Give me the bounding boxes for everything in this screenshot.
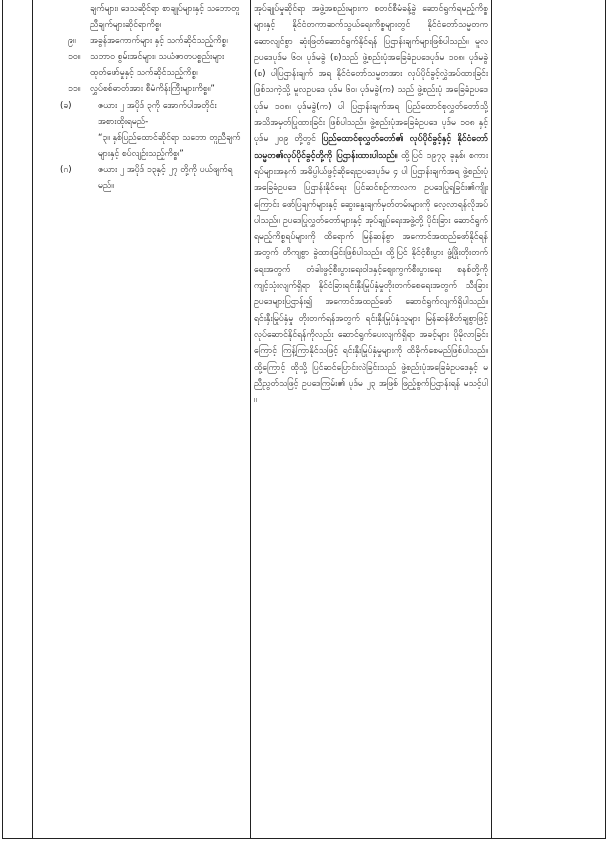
- item-9: [58, 33, 244, 49]
- item-11: [58, 81, 244, 97]
- item-text: လွှပ်စစ်ဓာတ်အား စီမံကိန်းကြီးများကိစ္စ။”: [90, 84, 215, 95]
- item-number: ၁၁။: [68, 84, 81, 95]
- column-divider-1: [2, 0, 3, 839]
- column-divider-5: [605, 0, 606, 839]
- sub-clause-text: ဇယား ၂ အပိုဒ် ၁၃နှင့် ၂၇ တို့ကို ပယ်ဖျက်ရမည်။: [98, 164, 233, 192]
- explanation-text-bold: ပြည်ထောင်စုလွှတ်တော်၏ လုပ်ပိုင်ခွင့်နှင့် နိုင်ငံတော်သမ္မတ၏လုပ်ပိုင်ခွင့်တို့ကို ပြဌာန်းထားပါသည်။: [254, 134, 488, 161]
- explanation-column: [254, 0, 488, 839]
- sub-clause-b: [58, 98, 244, 130]
- explanation-text-2: ထို့ပြင် ၁၉၇၃ ခုနှစ်၊ စကားရပ်များအနက် အဓိပ္ပါယ်ဖွင့်ဆိုရေးဥပဒေပုဒ်မ ၄ ပါ ပြဌာန်းချက်အရ ဖွဲ့စည်းပုံအခြေခံဥပဒေ ပြဌာန်းနိုင်ရေး ပြင်ဆင်စဉ်ကာလက ဥပဒေပြုရခြင်း၏ကျိုးကြောင်း ဖော်ပြချက်များနှင့် ဆွေးနွေးချက်မှတ်တမ်းများကို လေ့လာရန်လိုအပ်ပါသည်။ ဥပဒေပြုလွှတ်တော်များနှင့် အုပ်ချုပ်ရေးအဖွဲ့တို့ ပိုင်းခြား ဆောင်ရွက်ရမည့်ကိစ္စရပ်များကို ထိရောက် မြန်ဆန်စွာ အကောင်အထည်ဖော်နိုင်ရန်အတွက် တိကျစွာ ခွဲထားခြင်းဖြစ်ပါသည်။ ထို့ပြင် နိုင်ငံ့စီးပွား ဖွံ့ဖြိုးတိုးတက်ရေးအတွက် တံခါးဖွင့်စီးပွားရေးဝါဒနှင့်ဈေးကွက်စီးပွားရေး စနစ်တို့ကို ကျင့်သုံးလျက်ရှိရာ နိုင်ငံခြားရင်းနှီးမြုပ်နှံမှုတိုးတက်စေရေးအတွက် သီးခြားဥပဒေများပြဌာန်း၍ အကောင်အထည်ဖော် ဆောင်ရွက်လျက်ရှိပါသည်။ ရင်းနှီးမြုပ်နှံမှု တိုးတက်ရန်အတွက် ရင်းနှီးမြုပ်နှံသူများ မြန်ဆန်စိတ်ချစွာဖြင့် လုပ်ဆောင်နိုင်ရန်ကိုလည်း ဆောင်ရွက်ပေးလျက်ရှိရာ အခင့်များ ပိုမိုလာခြင်းကြောင့် ကြန့်ကြာနိုင်သဖြင့် ရင်းနှီးမြုပ်နှံမှုများကို ထိခိုက်စေမည်ဖြစ်ပါသည်။ ထို့ကြောင့် ထိုသို့ ပြင်ဆင်ပြောင်းလဲခြင်းသည် ဖွဲ့စည်းပုံအခြေခံဥပဒေနှင့် မညီညွတ်သဖြင့် ဥပဒေကြမ်း၏ ပုဒ်မ ၂၃ အဖြစ် ဖြည့်စွက်ပြဌာန်းရန် မသင့်ပါ ။: [254, 150, 488, 406]
- item-text: သဘာဝ စွမ်းအင်များ၊ သယံဇာတပစ္စည်းများထုတ်ဖော်မှုနှင့် သက်ဆိုင်သည့်ကိစ္စ၊: [90, 52, 225, 79]
- item-continued: ချက်များ၊ ဒေသဆိုင်ရာ စာချုပ်များနှင့် သဘောတူညီချက်များဆိုင်ရာကိစ္စ၊: [90, 4, 240, 31]
- item-number: ၉။: [68, 36, 76, 47]
- sub-clause-g: [58, 162, 244, 194]
- item-text: အခွန်အကောက်များ နှင့် သက်ဆိုင်သည့်ကိစ္စ၊: [90, 36, 228, 47]
- explanation-paragraph: [254, 1, 488, 408]
- explanation-text-1: အုပ်ချုပ်မှုဆိုင်ရာ အဖွဲ့အစည်းများက စတင်စီမံခန့်ခွဲ ဆောင်ရွက်ရမည့်ကိစ္စများနှင့် နိုင်ငံတကာဆက်သွယ်ရေးကိစ္စများတွင် နိုင်ငံတော်သမ္မတကဆောလျင်စွာ ဆုံးဖြတ်ဆောင်ရွက်နိုင်ရန် ပြဌာန်းချက်များဖြစ်ပါသည်။ မူလဥပဒေပုဒ်မ ၆၀၊ ပုဒ်မခွဲ (စ)သည် ဖွဲ့စည်းပုံအခြေခံဥပဒေပုဒ်မ ၁၀၈၊ ပုဒ်မခွဲ (စ) ပါပြဌာန်းချက် အရ နိုင်ငံတော်သမ္မတအား လုပ်ပိုင်ခွင့်လွှဲအပ်ထားခြင်း ဖြစ်သကဲ့သို့ မူလဥပဒေ ပုဒ်မ ၆၀၊ ပုဒ်မခွဲ(က) သည် ဖွဲ့စည်းပုံ အခြေခံဥပဒေပုဒ်မ ၁၀၈၊ ပုဒ်မခွဲ(က) ပါ ပြဌာန်းချက်အရ ပြည်ထောင်စုလွှတ်တော်သို့ အသိအမှတ်ပြုထားခြင်း ဖြစ်ပါသည်။ ဖွဲ့စည်းပုံအခြေခံဥပဒေ ပုဒ်မ ၁၀၈ နှင့် ပုဒ်မ ၂၀၉ တို့တွင်: [254, 4, 488, 145]
- column-divider-3: [250, 0, 251, 839]
- item-number: ၁၀။: [68, 52, 81, 63]
- sub-clause-text: ဇယား ၂ အပိုဒ် ၃ကို အောက်ပါအတိုင်း အစားထိုးရမည်-: [98, 100, 217, 127]
- column-divider-2: [32, 0, 33, 839]
- column-divider-4: [491, 0, 492, 839]
- item-10: [58, 49, 244, 81]
- sub-clause-b-quote: “၃။ နှစ်ပြည်ထောင်ဆိုင်ရာ သဘော တူညီချက်များနှင့် စပ်လျဉ်းသည့်ကိစ္စ၊”: [98, 132, 241, 159]
- sub-clause-number: (ခ): [60, 100, 72, 111]
- amendment-column: [58, 0, 244, 839]
- sub-clause-number: (ဂ): [60, 164, 72, 175]
